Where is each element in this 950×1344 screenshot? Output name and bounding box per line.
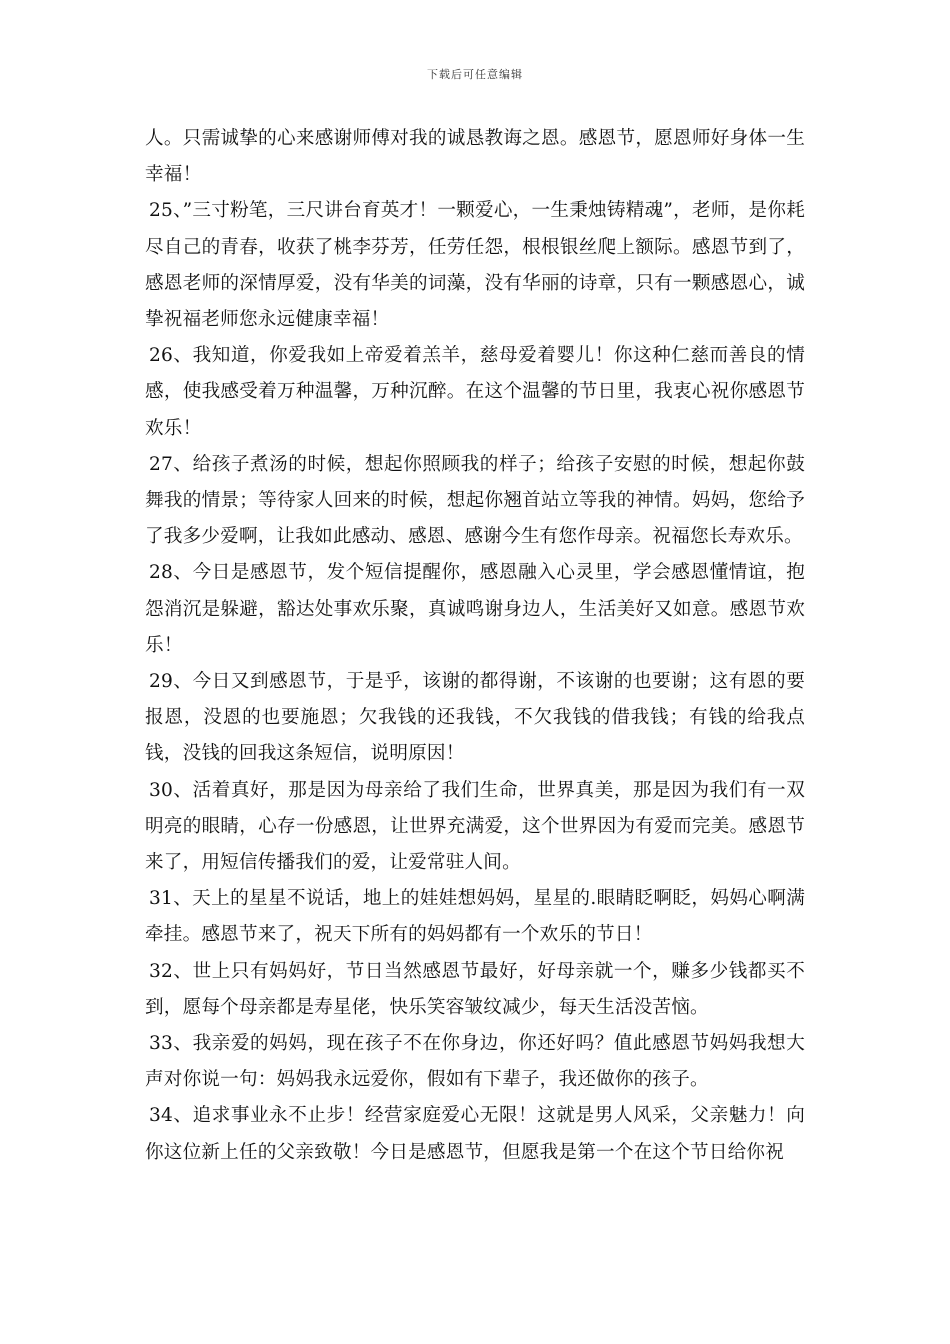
paragraph-31: 31、天上的星星不说话，地上的娃娃想妈妈，星星的.眼睛眨啊眨，妈妈心啊满牵挂。感恩节来了，祝天下所有的妈妈都有一个欢乐的节日！ xyxy=(145,888,805,946)
document-body xyxy=(145,121,805,1171)
paragraph-continuation: 人。只需诚挚的心来感谢师傅对我的诚恳教诲之恩。感恩节，愿恩师好身体一生幸福！ xyxy=(145,128,805,186)
paragraph-34: 34、追求事业永不止步！经营家庭爱心无限！这就是男人风采，父亲魅力！向你这位新上任的父亲致敬！今日是感恩节，但愿我是第一个在这个节日给你祝 xyxy=(145,1105,805,1163)
paragraph-33: 33、我亲爱的妈妈，现在孩子不在你身边，你还好吗？值此感恩节妈妈我想大声对你说一句：妈妈我永远爱你，假如有下辈子，我还做你的孩子。 xyxy=(145,1033,805,1091)
paragraph-28: 28、今日是感恩节，发个短信提醒你，感恩融入心灵里，学会感恩懂情谊，抱怨消沉是躲避，豁达处事欢乐聚，真诚鸣谢身边人，生活美好又如意。感恩节欢乐！ xyxy=(145,562,805,656)
paragraph-26: 26、我知道，你爱我如上帝爱着羔羊，慈母爱着婴儿！你这种仁慈而善良的情感，使我感受着万种温馨，万种沉醉。在这个温馨的节日里，我衷心祝你感恩节欢乐！ xyxy=(145,345,805,439)
paragraph-27: 27、给孩子煮汤的时候，想起你照顾我的样子；给孩子安慰的时候，想起你鼓舞我的情景；等待家人回来的时候，想起你翘首站立等我的神情。妈妈，您给予了我多少爱啊，让我如此感动、感恩、感谢今生有您作母亲。祝福您长寿欢乐。 xyxy=(145,453,805,548)
paragraph-25: 25、”三寸粉笔，三尺讲台育英才！一颗爱心，一生秉烛铸精魂”，老师，是你耗尽自己的青春，收获了桃李芬芳，任劳任怨，根根银丝爬上额际。感恩节到了，感恩老师的深情厚爱，没有华美的词藻，没有华丽的诗章，只有一颗感恩心，诚挚祝福老师您永远健康幸福！ xyxy=(145,200,805,331)
header-note: 下载后可任意编辑 xyxy=(427,68,523,81)
paragraph-32: 32、世上只有妈妈好，节日当然感恩节最好，好母亲就一个，赚多少钱都买不到，愿每个母亲都是寿星佬，快乐笑容皱纹减少，每天生活没苦恼。 xyxy=(145,960,805,1018)
paragraph-30: 30、活着真好，那是因为母亲给了我们生命，世界真美，那是因为我们有一双明亮的眼睛，心存一份感恩，让世界充满爱，这个世界因为有爱而完美。感恩节来了，用短信传播我们的爱，让爱常驻人间。 xyxy=(145,779,805,874)
paragraph-29: 29、今日又到感恩节，于是乎，该谢的都得谢，不该谢的也要谢；这有恩的要报恩，没恩的也要施恩；欠我钱的还我钱，不欠我钱的借我钱；有钱的给我点钱，没钱的回我这条短信，说明原因！ xyxy=(145,671,805,765)
